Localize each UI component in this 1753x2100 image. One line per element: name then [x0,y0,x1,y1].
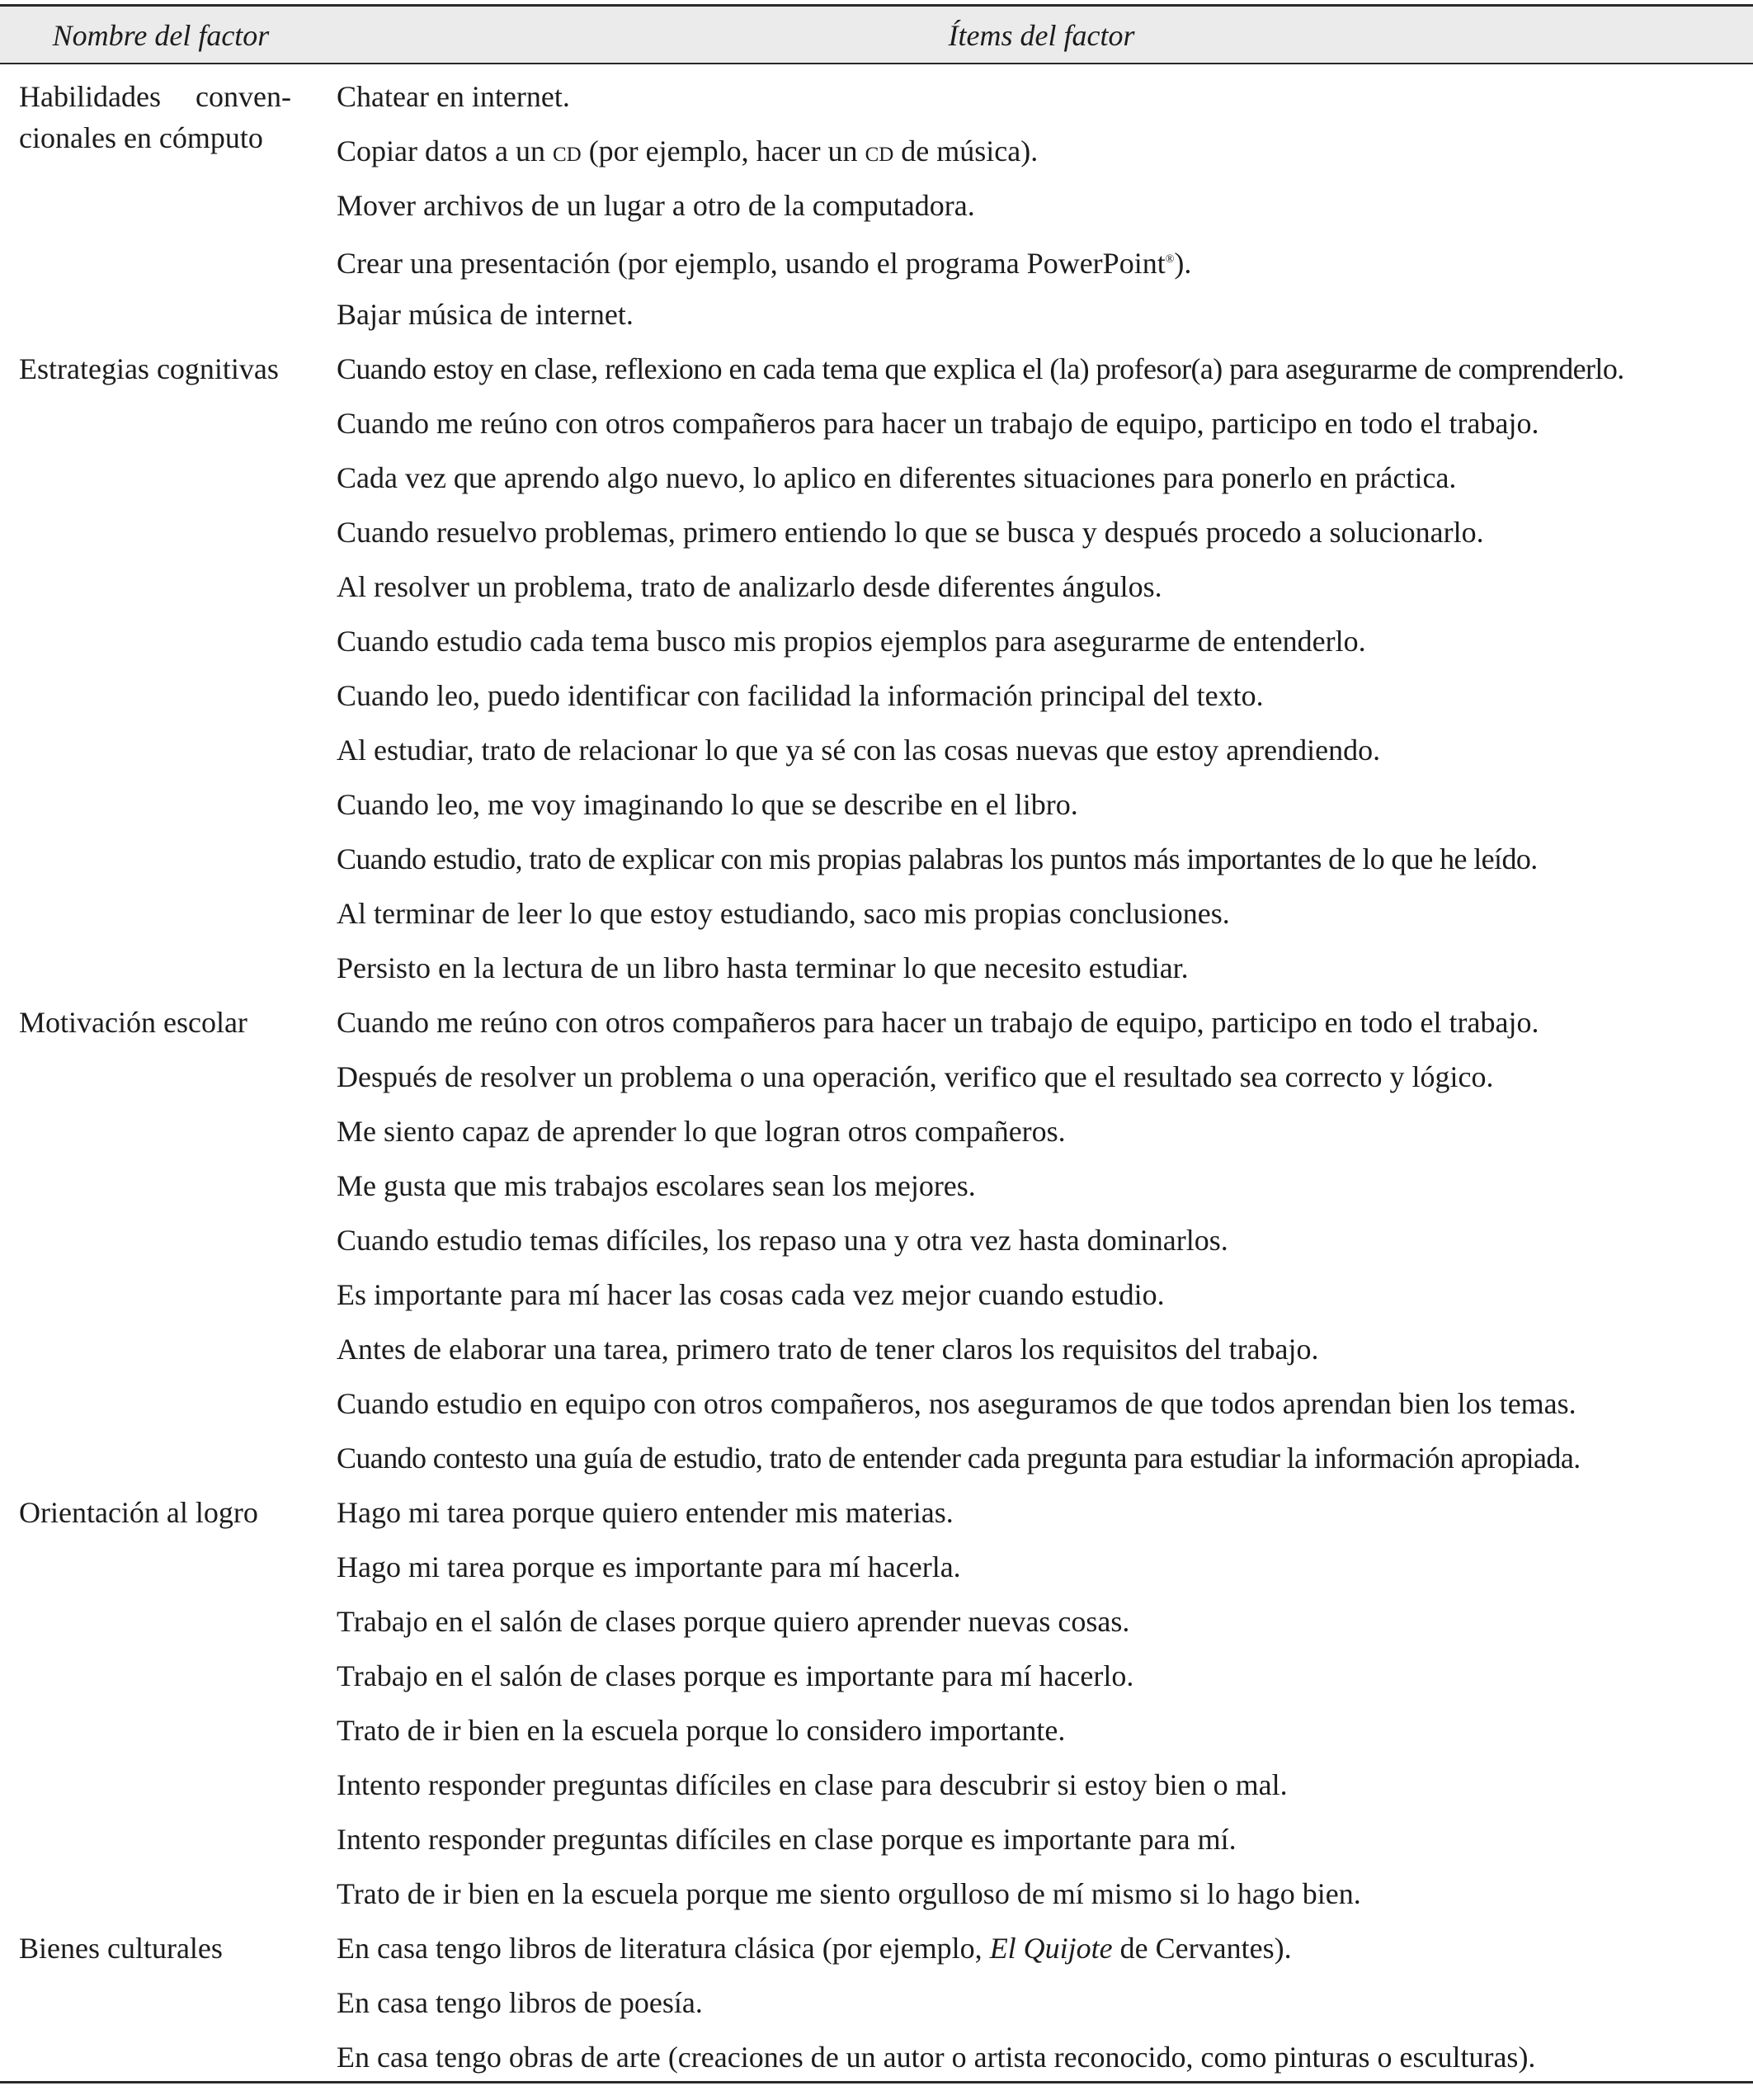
item-text: En casa tengo libros de literatura clásica (por ejemplo, [337,1932,990,1965]
factor-item [337,1928,1753,1982]
table-header-rule [0,63,1753,64]
factor-group-habilidades [0,76,1753,348]
factor-item: Trato de ir bien en la escuela porque lo considero importante. [337,1714,1066,1747]
factor-item: Me gusta que mis trabajos escolares sean los mejores. [337,1169,976,1202]
factor-item: Al resolver un problema, trato de analizarlo desde diferentes ángulos. [337,570,1162,603]
factor-item: Trabajo en el salón de clases porque es importante para mí hacerlo. [337,1659,1134,1692]
factor-items [315,1002,1753,1492]
factor-item: Me siento capaz de aprender lo que logran otros compañeros. [337,1115,1066,1148]
item-title: El Quijote [989,1932,1113,1965]
factor-item: Cuando estudio temas difíciles, los repaso una y otra vez hasta dominarlos. [337,1224,1228,1257]
factor-items [315,348,1753,1002]
factor-item: Cuando estudio en equipo con otros compañeros, nos aseguramos de que todos aprendan bien los temas. [337,1387,1576,1420]
item-abbr: cd [552,134,582,168]
factor-items [315,1492,1753,1928]
item-text: de Cervantes). [1112,1932,1292,1965]
factor-item: Cuando estudio, trato de explicar con mis propias palabras los puntos más importantes de lo que he leído. [337,842,1538,875]
factor-item: Cuando me reúno con otros compañeros para hacer un trabajo de equipo, participo en todo el trabajo. [337,1006,1539,1039]
factor-name-word: conven- [196,80,291,113]
factor-item: Chatear en internet. [337,80,570,113]
table-body [0,76,1753,2091]
factor-item: Cada vez que aprendo algo nuevo, lo aplico en diferentes situaciones para ponerlo en práctica. [337,461,1457,494]
factor-name: Orientación al logro [19,1496,258,1529]
item-text: Crear una presentación (por ejemplo, usando el programa PowerPoint [337,247,1166,280]
factor-item: Intento responder preguntas difíciles en clase porque es importante para mí. [337,1823,1237,1856]
factor-group-estrategias [0,348,1753,1002]
factor-name-line: cionales en cómputo [19,121,263,154]
item-text: ). [1174,247,1192,280]
factor-item: Bajar música de internet. [337,298,634,331]
item-abbr: cd [865,134,894,168]
factor-item: Antes de elaborar una tarea, primero trato de tener claros los requisitos del trabajo. [337,1333,1319,1366]
factor-item: Cuando resuelvo problemas, primero entiendo lo que se busca y después procedo a solucionarlo. [337,516,1484,549]
item-text: Copiar datos a un [337,134,553,168]
factor-item [337,130,1753,185]
factor-name: Bienes culturales [19,1932,223,1965]
factor-name: Estrategias cognitivas [19,352,279,385]
item-text: de música). [893,134,1039,168]
factor-item: Al terminar de leer lo que estoy estudiando, saco mis propias conclusiones. [337,897,1230,930]
factor-item: Cuando leo, puedo identificar con facilidad la información principal del texto. [337,679,1264,712]
factor-item: En casa tengo libros de poesía. [337,1986,703,2019]
factor-item: Cuando estudio cada tema busco mis propios ejemplos para asegurarme de entenderlo. [337,625,1366,658]
factor-item: Cuando contesto una guía de estudio, trato de entender cada pregunta para estudiar la información apropiada. [337,1442,1581,1475]
factor-name-word: Habilidades [19,80,161,113]
factor-group-bienes [0,1928,1753,2091]
factor-items [315,76,1753,348]
factor-item: Intento responder preguntas difíciles en clase para descubrir si estoy bien o mal. [337,1768,1288,1801]
factor-group-orientacion [0,1492,1753,1928]
factor-item [337,239,1753,294]
factor-item: Cuando estoy en clase, reflexiono en cada tema que explica el (la) profesor(a) para asegurarme de comprenderlo. [337,352,1624,385]
factor-items [315,1928,1753,2091]
factor-item: Trabajo en el salón de clases porque quiero aprender nuevas cosas. [337,1605,1130,1638]
factor-name: Motivación escolar [19,1006,247,1039]
factor-item: Trato de ir bien en la escuela porque me siento orgulloso de mí mismo si lo hago bien. [337,1877,1361,1910]
factor-item: Hago mi tarea porque quiero entender mis materias. [337,1496,954,1529]
factor-item: Después de resolver un problema o una operación, verifico que el resultado sea correcto y lógico. [337,1060,1494,1093]
factor-name [0,76,315,348]
factor-item: Persisto en la lectura de un libro hasta terminar lo que necesito estudiar. [337,951,1189,984]
item-text: (por ejemplo, hacer un [581,134,865,168]
factor-item: Al estudiar, trato de relacionar lo que ya sé con las cosas nuevas que estoy aprendiendo. [337,734,1381,767]
header-factor-items: Ítems del factor [948,19,1135,52]
factor-name-line [19,76,291,117]
factor-item: En casa tengo obras de arte (creaciones de un autor o artista reconocido, como pinturas o esculturas). [337,2041,1536,2074]
factor-group-motivacion [0,1002,1753,1492]
factor-item: Hago mi tarea porque es importante para mí hacerla. [337,1550,961,1583]
header-factor-name: Nombre del factor [52,19,270,52]
factor-item: Cuando me reúno con otros compañeros para hacer un trabajo de equipo, participo en todo el trabajo. [337,407,1539,440]
table-bottom-rule [0,2081,1753,2083]
factor-item: Mover archivos de un lugar a otro de la computadora. [337,189,975,222]
factor-item: Cuando leo, me voy imaginando lo que se describe en el libro. [337,788,1078,821]
registered-mark: ® [1165,253,1175,266]
factor-item: Es importante para mí hacer las cosas cada vez mejor cuando estudio. [337,1278,1165,1311]
